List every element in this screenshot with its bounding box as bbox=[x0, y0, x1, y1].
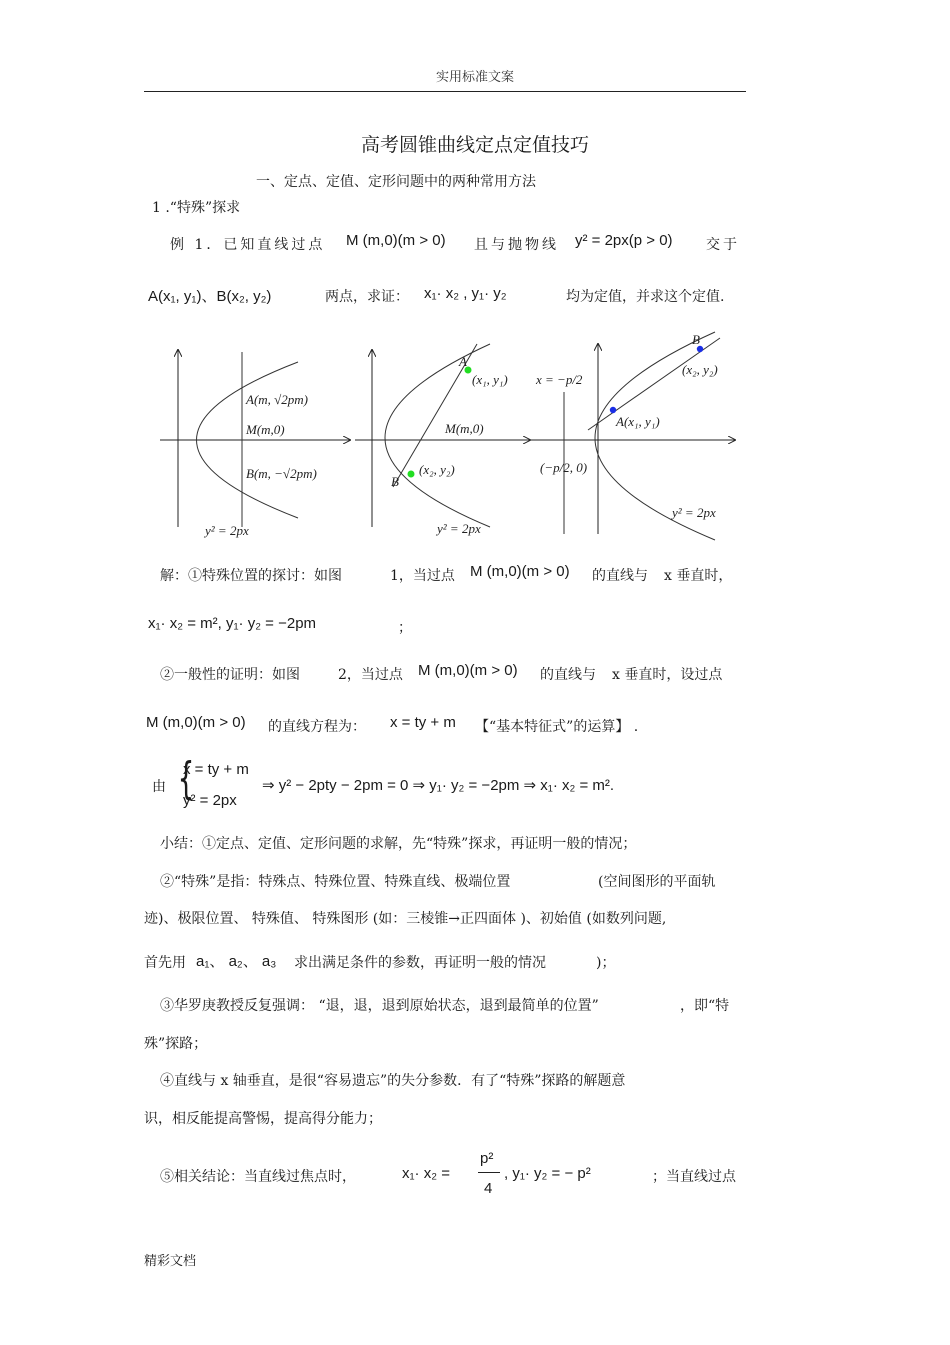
example-math: A(x₁, y₁)、B(x₂, y₂) bbox=[148, 288, 272, 305]
label-a-coords: (x₁, y₁) bbox=[472, 372, 508, 387]
summary-math: , y₁· y₂ = − p² bbox=[504, 1165, 591, 1182]
solution-text: ； bbox=[398, 620, 412, 636]
summary-text: ；当直线过点 bbox=[652, 1169, 736, 1185]
summary-text: 迹)、极限位置、 特殊值、 特殊图形 (如：三棱锥→正四面体 )、初始值 (如数列问题, bbox=[144, 911, 667, 927]
summary-text: ③华罗庚教授反复强调： “退，退，退到原始状态，退到最简单的位置” bbox=[160, 998, 599, 1014]
summary-text: 殊”探路； bbox=[144, 1036, 208, 1052]
summary-text: (空间图形的平面轨 bbox=[598, 874, 716, 890]
summary-text: 小结：①定点、定值、定形问题的求解，先“特殊”探求，再证明一般的情况； bbox=[160, 836, 637, 852]
point-a bbox=[610, 407, 616, 413]
label-b-coords: (x₂, y₂) bbox=[682, 362, 718, 377]
curve-equation: y² = 2px bbox=[437, 521, 481, 536]
solution-derivation: ⇒ y² − 2pty − 2pm = 0 ⇒ y₁· y₂ = −2pm ⇒ x₁· x₂ = m². bbox=[262, 777, 615, 794]
system-eq-2: y² = 2px bbox=[183, 792, 237, 809]
example-text: 两点，求证： bbox=[325, 289, 409, 305]
summary-text: ⑤相关结论：当直线过焦点时， bbox=[160, 1169, 356, 1185]
summary-text: ②“特殊”是指：特殊点、特殊位置、特殊直线、极端位置 bbox=[160, 874, 511, 890]
solution-text: 解：①特殊位置的探讨：如图 bbox=[160, 568, 342, 584]
solution-text: 【“基本特征式”的运算】 . bbox=[475, 719, 639, 735]
label-b: B bbox=[692, 332, 700, 347]
solution-math: M (m,0)(m > 0) bbox=[470, 563, 570, 580]
solution-math: x = ty + m bbox=[390, 714, 456, 731]
curve-equation: y² = 2px bbox=[672, 505, 716, 520]
solution-text: 2，当过点 bbox=[338, 667, 403, 683]
curve-equation: y² = 2px bbox=[205, 523, 249, 538]
label-b-coords: (x₂, y₂) bbox=[419, 462, 455, 477]
label-m: M(m,0) bbox=[246, 422, 285, 437]
page-header: 实用标准文案 bbox=[435, 70, 514, 85]
method-1-heading: 1 .“特殊”探求 bbox=[152, 200, 241, 216]
solution-text: 的直线与 bbox=[592, 568, 648, 584]
example-math: x₁· x₂ , y₁· y₂ bbox=[424, 285, 507, 302]
summary-text: 首先用 bbox=[144, 955, 186, 971]
example-math: y² = 2px(p > 0) bbox=[575, 232, 673, 249]
section-heading: 一、定点、定值、定形问题中的两种常用方法 bbox=[256, 174, 536, 190]
solution-text: x 垂直时，设过点 bbox=[612, 667, 723, 683]
solution-text: 1，当过点 bbox=[390, 568, 455, 584]
solution-text: ②一般性的证明：如图 bbox=[160, 667, 300, 683]
solution-math: x₁· x₂ = m², y₁· y₂ = −2pm bbox=[148, 615, 317, 632]
figure-1 bbox=[160, 350, 350, 538]
solution-text: 的直线与 bbox=[540, 667, 596, 683]
label-b: B bbox=[391, 474, 399, 489]
system-brace: { bbox=[177, 753, 195, 804]
solution-math: M (m,0)(m > 0) bbox=[418, 662, 518, 679]
label-directrix: x = −p/2 bbox=[536, 372, 583, 387]
header-rule bbox=[144, 91, 746, 92]
page-title: 高考圆锥曲线定点定值技巧 bbox=[360, 134, 589, 156]
example-text: 均为定值，并求这个定值. bbox=[566, 289, 725, 305]
label-focus: (−p/2, 0) bbox=[540, 460, 588, 475]
label-a: A(x₁, y₁) bbox=[616, 414, 660, 429]
system-eq-1: x = ty + m bbox=[183, 761, 249, 778]
summary-text: 识，相反能提高警惕，提高得分能力； bbox=[144, 1111, 382, 1127]
page-footer: 精彩文档 bbox=[144, 1254, 197, 1269]
label-m: M(m,0) bbox=[445, 421, 484, 436]
summary-math: a₁、 a₂、 a₃ bbox=[196, 953, 277, 970]
figure-2 bbox=[355, 344, 530, 536]
parabola-figures bbox=[160, 322, 760, 547]
point-b bbox=[408, 471, 415, 478]
summary-text: ④直线与 x 轴垂直，是很“容易遗忘”的失分参数．有了“特殊”探路的解题意 bbox=[160, 1073, 626, 1089]
figure-3 bbox=[530, 332, 735, 540]
solution-math: M (m,0)(m > 0) bbox=[146, 714, 246, 731]
example-text: 例 1．已知直线过点 bbox=[170, 237, 326, 253]
solution-text: x 垂直时， bbox=[664, 568, 733, 584]
label-a: A(m, √2pm) bbox=[246, 392, 309, 407]
summary-text: ，即“特 bbox=[680, 998, 730, 1014]
solution-text: 的直线方程为： bbox=[268, 719, 366, 735]
fraction-bar bbox=[478, 1172, 500, 1173]
label-a: A bbox=[459, 354, 467, 369]
summary-text: )； bbox=[596, 955, 616, 971]
example-math: M (m,0)(m > 0) bbox=[346, 232, 446, 249]
example-text: 且与抛物线 bbox=[474, 237, 559, 253]
label-b: B(m, −√2pm) bbox=[246, 466, 317, 481]
fraction-denominator: 4 bbox=[484, 1180, 493, 1197]
example-text: 交于 bbox=[706, 237, 740, 253]
fraction-numerator: p² bbox=[480, 1150, 494, 1167]
summary-text: 求出满足条件的参数，再证明一般的情况 bbox=[294, 955, 546, 971]
solution-text: 由 bbox=[152, 779, 166, 795]
summary-math: x₁· x₂ = bbox=[402, 1165, 450, 1182]
